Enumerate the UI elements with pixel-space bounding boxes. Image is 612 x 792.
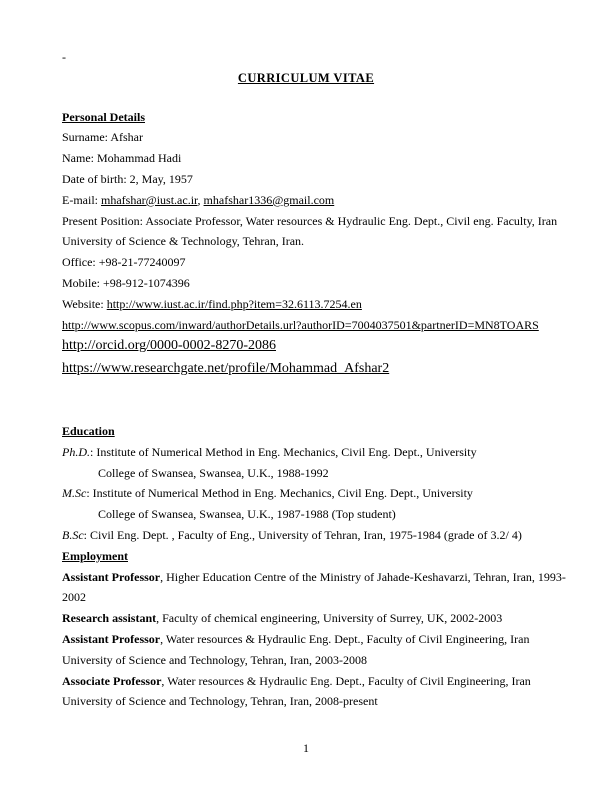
stray-dash: - — [62, 50, 66, 64]
role-label: Associate Professor — [62, 673, 162, 688]
orcid-line — [62, 335, 550, 357]
page-number: 1 — [303, 741, 309, 755]
email-separator: , — [197, 192, 204, 207]
page-title — [62, 68, 550, 89]
education-entry-msc-line-1: M.Sc: Institute of Numerical Method in Eng. Mechanics, Civil Eng. Dept., University — [62, 486, 473, 501]
researchgate-line — [62, 358, 550, 380]
employment-entry-1-line-2: 2002 — [62, 590, 86, 605]
office-phone-line: Office: +98-21-77240097 — [62, 255, 186, 270]
education-entry-phd-line-2: College of Swansea, Swansea, U.K., 1988-1992 — [98, 465, 329, 480]
researchgate-link[interactable]: https://www.researchgate.net/profile/Mohammad_Afshar2 — [62, 360, 390, 376]
page-title-text: CURRICULUM VITAE — [237, 70, 375, 85]
education-entry-msc-line-2: College of Swansea, Swansea, U.K., 1987-1988 (Top student) — [98, 507, 396, 522]
education-entry-phd-line-1: Ph.D.: Institute of Numerical Method in Eng. Mechanics, Civil Eng. Dept., University — [62, 444, 477, 459]
email-link-primary[interactable]: mhafshar@iust.ac.ir — [101, 192, 198, 207]
employment-entry-3-line-2: University of Science and Technology, Tehran, Iran, 2003-2008 — [62, 652, 368, 667]
section-heading-employment: Employment — [62, 548, 128, 563]
present-position-line-2: University of Science & Technology, Tehran, Iran. — [62, 234, 305, 249]
employment-entry-3-line-1: Assistant Professor, Water resources & Hydraulic Eng. Dept., Faculty of Civil Engineering, Iran — [62, 631, 530, 646]
name-line: Name: Mohammad Hadi — [62, 151, 182, 166]
date-of-birth-line: Date of birth: 2, May, 1957 — [62, 171, 193, 186]
role-label: Assistant Professor — [62, 631, 161, 646]
website-link[interactable]: http://www.iust.ac.ir/find.php?item=32.6113.7254.en — [106, 296, 362, 311]
email-label: E-mail: — [62, 192, 101, 207]
section-heading-personal-details: Personal Details — [62, 109, 145, 124]
role-label: Assistant Professor — [62, 569, 161, 584]
employment-entry-2-line-1: Research assistant, Faculty of chemical engineering, University of Surrey, UK, 2002-2003 — [62, 611, 503, 626]
present-position-line-1: Present Position: Associate Professor, Water resources & Hydraulic Eng. Dept., Civil eng. Faculty, Iran — [62, 213, 558, 228]
employment-entry-4-line-1: Associate Professor, Water resources & Hydraulic Eng. Dept., Faculty of Civil Engineering, Iran — [62, 673, 531, 688]
mobile-phone-line: Mobile: +98-912-1074396 — [62, 275, 190, 290]
website-label: Website: — [62, 296, 107, 311]
role-label: Research assistant — [62, 611, 157, 626]
email-line — [62, 190, 550, 211]
scopus-line — [62, 315, 550, 336]
employment-entry-4-line-2: University of Science and Technology, Tehran, Iran, 2008-present — [62, 694, 378, 709]
website-line — [62, 294, 550, 315]
scopus-link[interactable]: http://www.scopus.com/inward/authorDetails.url?authorID=7004037501&partnerID=MN8TOARS — [62, 317, 539, 332]
surname-line: Surname: Afshar — [62, 130, 143, 145]
email-link-secondary[interactable]: mhafshar1336@gmail.com — [203, 192, 335, 207]
education-entry-bsc-line-1: B.Sc: Civil Eng. Dept. , Faculty of Eng., University of Tehran, Iran, 1975-1984 (grade of 3.2/ 4) — [62, 527, 522, 542]
orcid-link[interactable]: http://orcid.org/0000-0002-8270-2086 — [62, 338, 276, 354]
degree-label-bsc: B.Sc — [62, 527, 84, 542]
section-heading-education: Education — [62, 423, 115, 438]
cv-content — [62, 47, 566, 712]
employment-entry-1-line-1: Assistant Professor, Higher Education Centre of the Ministry of Jahade-Keshavarzi, Tehran, Iran, 1993- — [62, 569, 566, 584]
degree-label-phd: Ph.D. — [62, 444, 90, 459]
degree-label-msc: M.Sc — [62, 486, 87, 501]
